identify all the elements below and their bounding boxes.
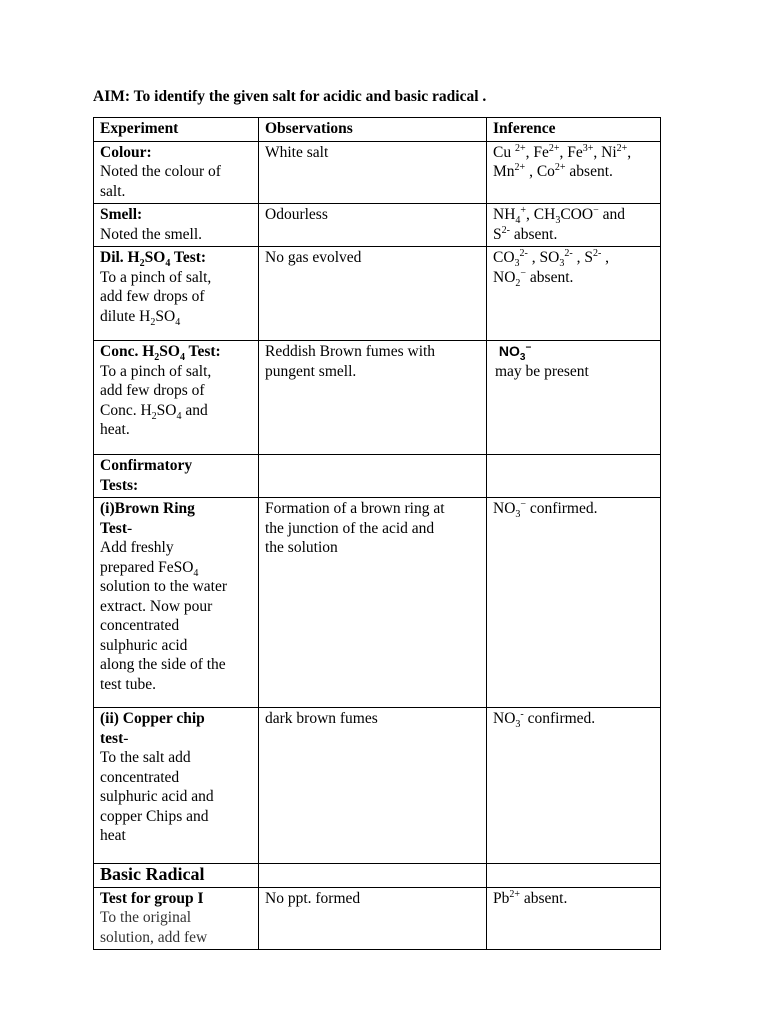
experiment-desc: test tube. <box>100 675 156 693</box>
experiment-title: test- <box>100 729 129 747</box>
experiment-desc: To the salt add <box>100 749 191 766</box>
experiment-desc: prepared FeSO$_4$ <box>100 558 199 579</box>
experiment-title: (ii) Copper chip <box>100 710 205 727</box>
header-experiment: Experiment <box>94 118 259 142</box>
experiment-desc: extract. Now pour <box>100 597 213 615</box>
table-row-confirmatory <box>94 455 661 498</box>
experiment-title: Smell: <box>100 206 143 223</box>
inference-cell <box>487 455 661 498</box>
inference-cell <box>487 141 661 204</box>
inference-ions: $NH_4^+$, $CH_3COO^-$ and <box>493 204 625 227</box>
inference-ions: $CO_3^{2-}$ , $SO_3^{2-}$ , $S^{2-}$ , <box>493 247 610 270</box>
table-row-group-1 <box>94 887 661 950</box>
table-row-smell <box>94 204 661 247</box>
experiment-desc: solution, add few <box>100 928 208 946</box>
section-title: Basic Radical <box>100 864 205 884</box>
experiment-desc: add few drops of <box>100 382 205 399</box>
experiment-title: Test- <box>100 519 133 537</box>
observation-text: Formation of a brown ring at <box>265 500 445 517</box>
experiment-desc: concentrated <box>100 768 180 786</box>
observation-text: the junction of the acid and <box>265 519 435 537</box>
table-header-row <box>94 118 661 142</box>
table-row-dil-h2so4 <box>94 247 661 341</box>
experiment-cell <box>94 887 259 950</box>
inference-ions: $Pb^{2+}$ absent. <box>493 888 568 907</box>
experiment-desc: Conc. $H_2SO_4$ and <box>100 401 208 422</box>
table-row-brown-ring <box>94 498 661 708</box>
observation-cell <box>259 498 487 708</box>
experiment-desc: copper Chips and <box>100 807 209 825</box>
experiment-title: Conc. $H_2SO_4$ Test: <box>100 343 221 364</box>
inference-cell <box>487 887 661 950</box>
experiment-desc: To the original <box>100 909 192 926</box>
table-row-conc-h2so4 <box>94 341 661 455</box>
experiment-desc: solution to the water <box>100 578 227 595</box>
observation-cell <box>259 455 487 498</box>
experiment-desc: sulphuric acid <box>100 636 188 654</box>
experiment-cell <box>94 341 259 455</box>
inference-ions: $NO_3^-$ confirmed. <box>493 708 596 731</box>
observation-text: pungent smell. <box>265 362 357 380</box>
table-row-copper-chip <box>94 708 661 864</box>
inference-cell <box>487 341 661 455</box>
experiment-cell <box>94 455 259 498</box>
inference-cell <box>487 864 661 888</box>
experiment-desc: add few drops of <box>100 288 205 305</box>
salt-analysis-table <box>93 117 661 950</box>
inference-ions: $NO_2^-$ absent. <box>493 267 574 289</box>
experiment-desc: Add freshly <box>100 539 174 556</box>
inference-text: may be present <box>495 362 589 380</box>
section-title: Confirmatory <box>100 457 193 474</box>
inference-ions: Cu $^{2+}$, $Fe^{2+}$, $Fe^{3+}$, $Ni^{2+}$, <box>493 142 632 161</box>
experiment-desc: To a pinch of salt, <box>100 268 212 286</box>
experiment-desc: To a pinch of salt, <box>100 362 212 380</box>
observation-text: the solution <box>265 539 338 556</box>
experiment-desc: salt. <box>100 182 126 200</box>
experiment-cell <box>94 141 259 204</box>
observation-cell: White salt <box>259 141 487 204</box>
observation-cell: dark brown fumes <box>259 708 487 864</box>
inference-ions: $NO_3^-$ confirmed. <box>493 498 598 521</box>
inference-cell <box>487 247 661 341</box>
experiment-desc: heat. <box>100 421 130 438</box>
experiment-desc: Noted the smell. <box>100 225 203 243</box>
table-row-colour <box>94 141 661 204</box>
observation-cell: Odourless <box>259 204 487 247</box>
section-title: Tests: <box>100 476 139 494</box>
inference-ions: $Mn^{2+}$ , $Co^{2+}$ absent. <box>493 161 613 180</box>
observation-text: Reddish Brown fumes with <box>265 343 436 360</box>
experiment-cell <box>94 498 259 708</box>
experiment-cell <box>94 708 259 864</box>
experiment-cell <box>94 864 259 888</box>
experiment-cell <box>94 247 259 341</box>
experiment-cell <box>94 204 259 247</box>
observation-cell: No ppt. formed <box>259 887 487 950</box>
experiment-desc: dilute $H_2SO_4$ <box>100 307 181 328</box>
header-inference: Inference <box>487 118 661 142</box>
header-observations: Observations <box>259 118 487 142</box>
experiment-title: Test for group I <box>100 889 204 907</box>
inference-cell <box>487 204 661 247</box>
inference-cell <box>487 498 661 708</box>
experiment-title: (i)Brown Ring <box>100 500 195 517</box>
inference-ions: $S^{2-}$ absent. <box>493 224 558 243</box>
experiment-desc: concentrated <box>100 617 180 634</box>
observation-cell: No gas evolved <box>259 247 487 341</box>
observation-cell <box>259 864 487 888</box>
experiment-desc: sulphuric acid and <box>100 788 214 805</box>
table-row-basic-radical <box>94 864 661 888</box>
experiment-title: Dil. $H_2SO_4$ Test: <box>100 249 207 270</box>
inference-cell <box>487 708 661 864</box>
experiment-desc: Noted the colour of <box>100 163 221 180</box>
aim-heading: AIM: To identify the given salt for acidic and basic radical . <box>93 88 487 105</box>
experiment-desc: heat <box>100 827 126 844</box>
experiment-title: Colour: <box>100 143 152 161</box>
inference-ions: $NO_3^-$ <box>498 342 532 363</box>
observation-cell <box>259 341 487 455</box>
experiment-desc: along the side of the <box>100 656 226 673</box>
